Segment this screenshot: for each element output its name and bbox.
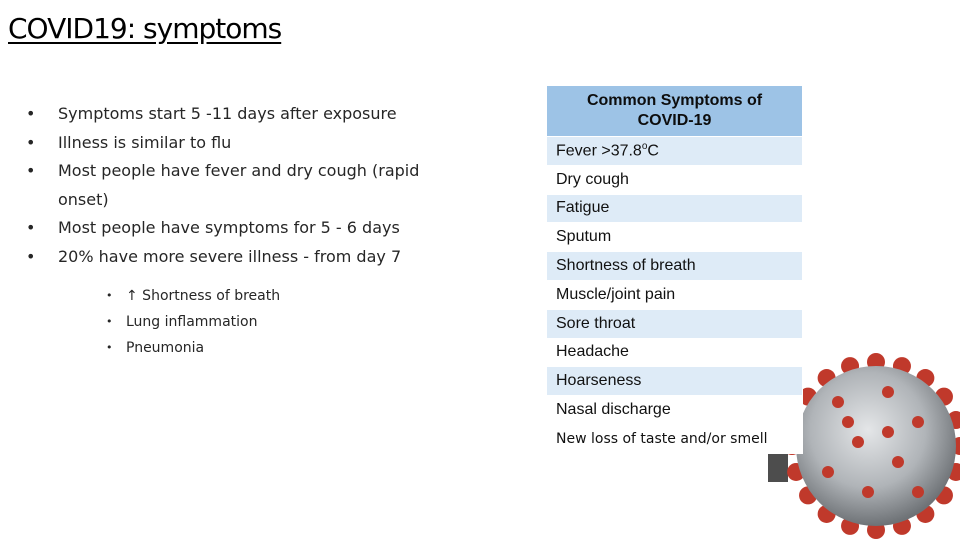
- symptom-bullet-list: [26, 100, 446, 361]
- virus-spike: [842, 416, 854, 428]
- virus-spike: [852, 436, 864, 448]
- table-cell: Fever $>37.8^oC$: [556, 141, 659, 160]
- sub-bullet-item: • ↑ Shortness of breath: [58, 283, 446, 309]
- virus-spike: [912, 416, 924, 428]
- table-row: Headache: [547, 338, 802, 367]
- virus-spike: [912, 486, 924, 498]
- sub-bullet-list: [58, 283, 446, 361]
- virus-spike: [832, 396, 844, 408]
- table-row: Sputum: [547, 222, 802, 251]
- bullet-item: • Most people have symptoms for 5 - 6 days: [26, 214, 446, 243]
- table-row: Dry cough: [547, 165, 802, 194]
- bullet-text: 20% have more severe illness - from day 7: [58, 246, 402, 266]
- table-header: Common Symptoms of COVID-19: [547, 86, 802, 136]
- table-row: Sore throat: [547, 309, 802, 338]
- virus-spike: [822, 466, 834, 478]
- table-row: New loss of taste and/or smell: [547, 424, 802, 453]
- table-row: Nasal discharge: [547, 395, 802, 424]
- sub-bullet-item: • Pneumonia: [58, 335, 446, 361]
- page-title: COVID19: symptoms: [8, 12, 282, 45]
- bullet-item: • Illness is similar to flu: [26, 129, 446, 158]
- table-row: Muscle/joint pain: [547, 280, 802, 309]
- table-row: Fatigue: [547, 194, 802, 223]
- bullet-item: • Most people have fever and dry cough (rapid onset): [26, 157, 446, 214]
- table-row: Shortness of breath: [547, 251, 802, 280]
- table-row: Hoarseness: [547, 366, 802, 395]
- virus-spike: [882, 386, 894, 398]
- bullet-item: [26, 243, 446, 362]
- table-row: [547, 136, 802, 165]
- symptoms-table: [546, 85, 803, 454]
- virus-spike: [862, 486, 874, 498]
- bullet-item: • Symptoms start 5 -11 days after exposure: [26, 100, 446, 129]
- sub-bullet-item: • Lung inflammation: [58, 309, 446, 335]
- virus-spike: [882, 426, 894, 438]
- virus-spike: [892, 456, 904, 468]
